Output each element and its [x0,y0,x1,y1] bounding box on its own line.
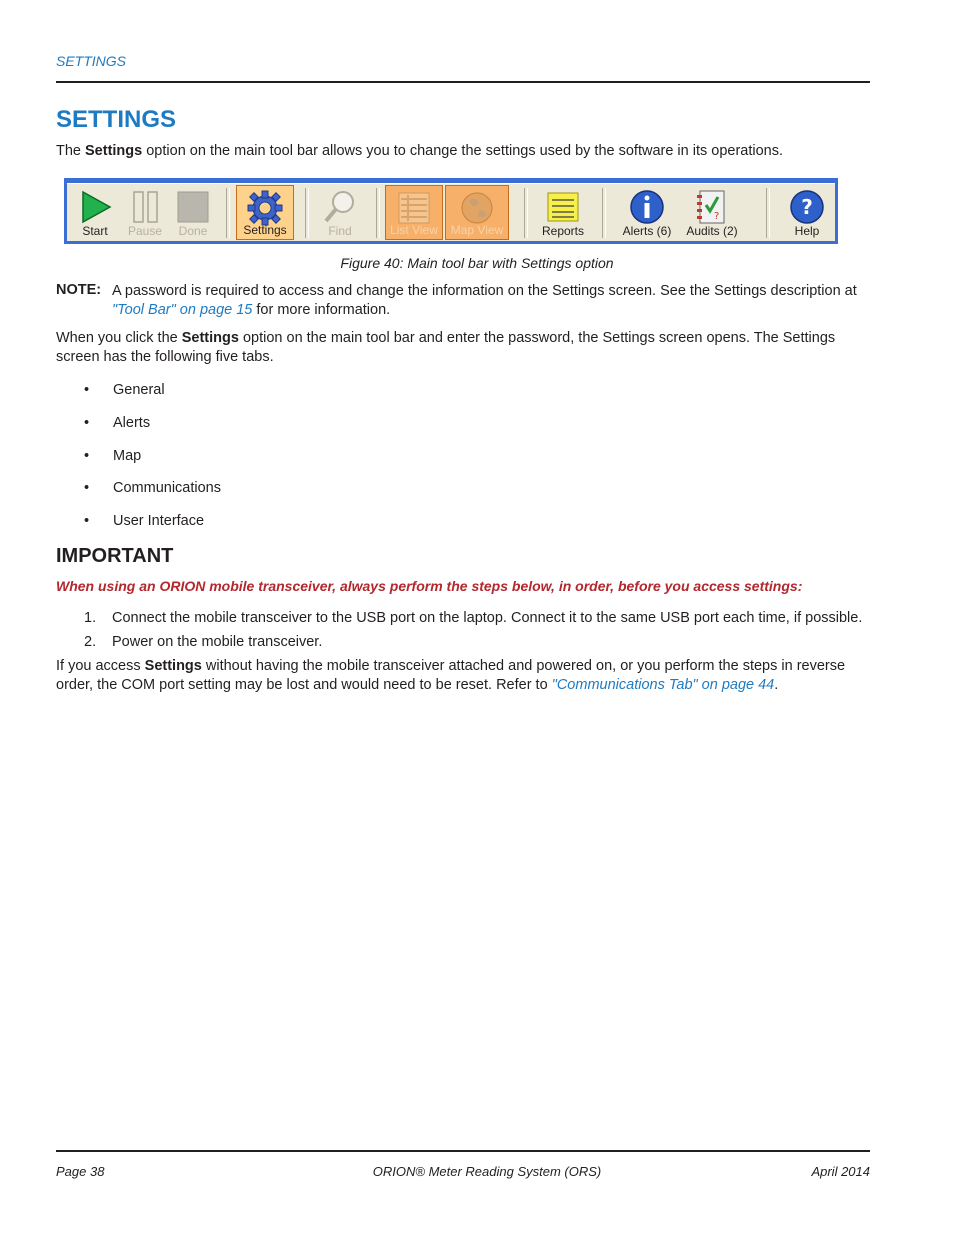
toolbar-list-view-button[interactable] [385,185,443,240]
step-text: Power on the mobile transceiver. [112,634,323,650]
note-body [112,282,872,320]
toolbar-list-view-label: List View [390,223,438,237]
pause-icon [127,189,163,225]
bullet-marker: • [84,448,90,464]
bullet-marker: • [84,382,90,398]
tabs-intro-text-rest: option on the main tool bar and enter the password, the Settings screen opens. The Settings screen has the following five tabs. [56,330,836,365]
toolbar-separator [524,188,528,238]
list-item-general: General [113,382,165,398]
footer-title: ORION® Meter Reading System (ORS) [372,1164,602,1179]
important-warning: When using an ORION mobile transceiver, always perform the steps below, in order, before you access settings: [56,578,803,594]
intro-bold: Settings [85,143,143,159]
toolbar-settings-label: Settings [243,223,287,237]
access-text-end: . [774,677,779,693]
main-toolbar-figure [64,178,838,244]
svg-text:?: ? [801,195,813,219]
intro-text-rest: option on the main tool bar allows you to change the settings used by the software in its operations. [142,143,784,159]
info-icon [629,189,665,225]
help-icon [789,189,825,225]
footer-rule [56,1150,870,1152]
toolbar-audits-button[interactable] [679,185,745,240]
tool-bar-link[interactable]: "Tool Bar" on page 15 [112,302,253,318]
tabs-intro-bold: Settings [181,330,239,346]
intro-text: The [56,143,86,159]
toolbar-start-label: Start [82,224,108,238]
toolbar-separator [766,188,770,238]
toolbar-pause-button[interactable] [121,185,169,240]
toolbar-separator [305,188,309,238]
bullet-marker: • [84,480,90,496]
toolbar-separator [226,188,230,238]
list-item-communications: Communications [113,480,221,496]
toolbar-find-label: Find [328,224,352,238]
globe-icon [459,190,495,226]
step-number: 1. [84,610,97,626]
access-text-mid: without having the mobile transceiver attached and powered on, or you perform the steps in reverse order, the COM port setting may be lost and would need to be reset. Refer to [56,658,846,693]
toolbar-pause-label: Pause [127,224,163,238]
play-icon [77,189,113,225]
toolbar-face [67,183,835,241]
toolbar-map-view-button[interactable] [445,185,509,240]
toolbar-start-button[interactable] [69,185,121,240]
stop-icon [175,189,211,225]
figure-caption: Figure 40: Main tool bar with Settings option [340,255,614,271]
list-item-user-interface: User Interface [113,513,205,529]
section-title: SETTINGS [56,106,177,133]
running-head: SETTINGS [56,53,127,69]
toolbar-reports-button[interactable] [533,185,593,240]
toolbar-separator [376,188,380,238]
access-bold: Settings [144,658,202,674]
bullet-marker: • [84,415,90,431]
important-heading: IMPORTANT [56,545,174,567]
toolbar-settings-button[interactable] [236,185,294,240]
magnifier-icon [322,189,358,225]
svg-text:?: ? [714,211,720,222]
footer-date: April 2014 [811,1164,870,1179]
bullet-marker: • [84,513,90,529]
toolbar-alerts-label: Alerts (6) [622,224,672,238]
note-text-rest: for more information. [252,302,391,318]
toolbar-reports-label: Reports [541,224,585,238]
toolbar-alerts-button[interactable] [615,185,679,240]
toolbar-help-label: Help [794,224,820,238]
toolbar-separator [602,188,606,238]
list-item-alerts: Alerts [113,415,151,431]
list-icon [396,190,432,226]
step-number: 2. [84,634,97,650]
header-rule [56,81,870,83]
tabs-intro-paragraph [56,329,856,367]
step-text: Connect the mobile transceiver to the USB port on the laptop. Connect it to the same USB port each time, if possible. [112,610,863,626]
toolbar-find-button[interactable] [314,185,366,240]
note-label: NOTE: [56,282,102,298]
access-paragraph [56,657,866,695]
note-text: A password is required to access and change the information on the Settings screen. See the Settings description at [112,283,857,299]
toolbar-map-view-label: Map View [450,223,504,237]
communications-tab-link[interactable]: "Communications Tab" on page 44 [551,677,775,693]
tabs-intro-text: When you click the [56,330,182,346]
audit-book-icon [694,189,730,225]
list-item-map: Map [113,448,142,464]
toolbar-audits-label: Audits (2) [686,224,738,238]
intro-paragraph [56,142,876,161]
toolbar-done-label: Done [178,224,208,238]
access-text: If you access [56,658,145,674]
toolbar-help-button[interactable] [779,185,835,240]
footer-page-number: Page 38 [56,1164,105,1179]
gear-icon [247,190,283,226]
report-icon [545,189,581,225]
toolbar-done-button[interactable] [169,185,217,240]
